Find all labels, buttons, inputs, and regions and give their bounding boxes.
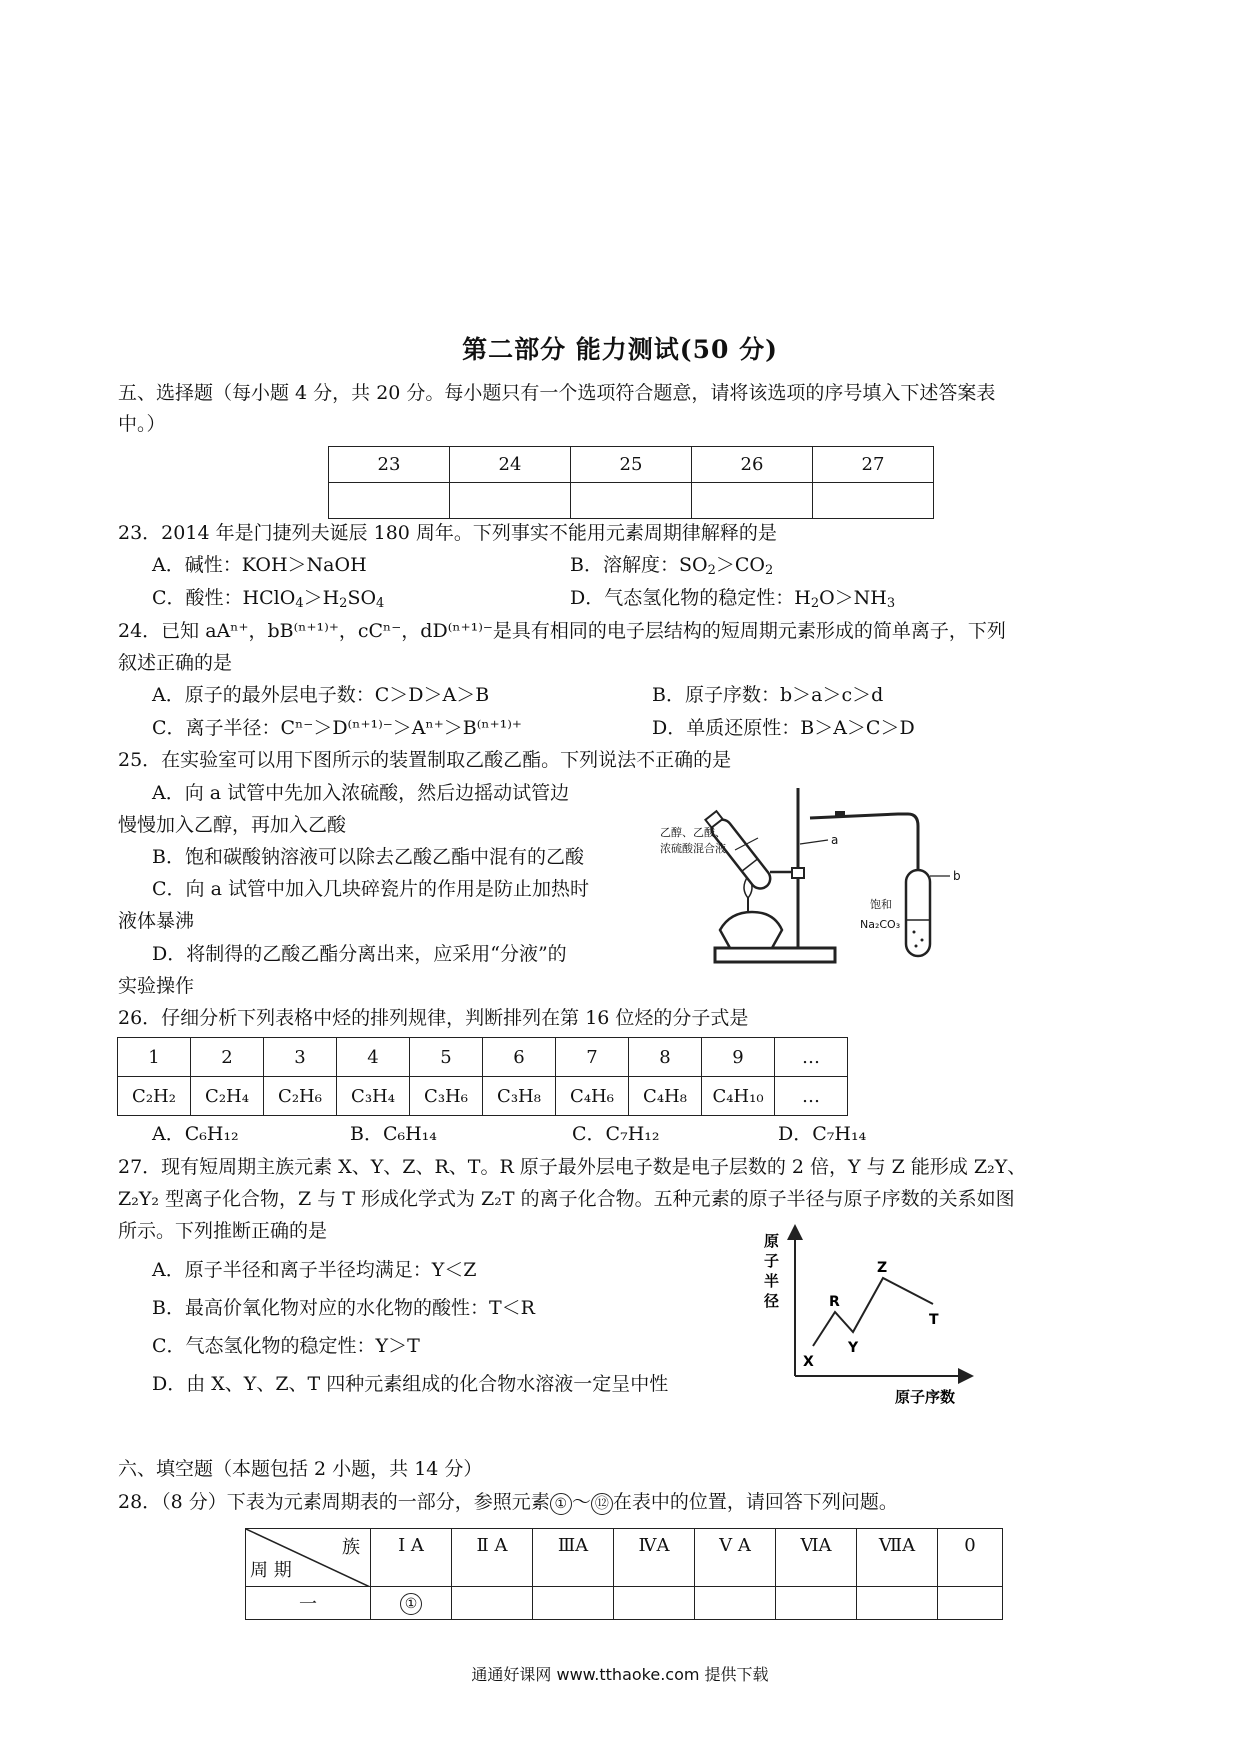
q24-ions: aAⁿ⁺，bB⁽ⁿ⁺¹⁾⁺，cCⁿ⁻，dD⁽ⁿ⁺¹⁾⁻ [205,620,493,642]
q24-option-c: C．离子半径：Cⁿ⁻＞D⁽ⁿ⁺¹⁾⁻＞Aⁿ⁺＞B⁽ⁿ⁺¹⁾⁺ [152,717,522,739]
q23-option-a: A．碱性：KOH＞NaOH [152,554,367,576]
q27-line2: Z₂Y₂ 型离子化合物，Z 与 T 形成化学式为 Z₂T 的离子化合物。五种元素的原子半径与原子序数的关系如图 [118,1188,1015,1210]
q26-option-c: C．C₇H₁₂ [572,1123,660,1145]
answer-cell-26[interactable] [692,483,813,519]
position-cell: … [775,1038,848,1077]
formula-cell: … [775,1077,848,1116]
answer-table [328,446,934,519]
radius-graph [755,1220,995,1410]
q25-option-d-line2: 实验操作 [118,975,195,997]
ester-apparatus-figure [660,780,1000,970]
formula-cell: C₂H₄ [191,1077,264,1116]
element-cell [938,1587,1003,1620]
group-header: 0 [938,1529,1003,1587]
formula-cell: C₃H₆ [410,1077,483,1116]
label-mixture-line2: 浓硫酸混合液 [660,842,726,855]
q27-line1: 27．现有短周期主族元素 X、Y、Z、R、T。R 原子最外层电子数是电子层数的 2 倍，Y 与 Z 能形成 Z₂Y、 [118,1156,1027,1178]
label-tube-b: b [953,869,961,883]
group-header: ⅢA [533,1529,614,1587]
position-cell: 8 [629,1038,702,1077]
q25-option-d-line1: D．将制得的乙酸乙酯分离出来，应采用“分液”的 [152,943,567,965]
group-header: Ⅱ A [452,1529,533,1587]
q24-option-a: A．原子的最外层电子数：C＞D＞A＞B [152,684,490,706]
label-mixture-line1: 乙醇、乙酸、 [660,826,726,839]
point-x: X [803,1354,814,1370]
q25-option-a-line2: 慢慢加入乙醇，再加入乙酸 [118,814,347,836]
formula-cell: C₃H₄ [337,1077,410,1116]
corner-period-label: 周 期 [250,1560,292,1581]
q26-stem: 26．仔细分析下列表格中烃的排列规律，判断排列在第 16 位烃的分子式是 [118,1007,749,1029]
point-r: R [829,1294,840,1310]
answer-header-26: 26 [692,447,813,483]
q23-option-c: C．酸性：$HClO_4>H_2SO_4$ [152,587,385,611]
point-t: T [929,1312,939,1328]
position-cell: 7 [556,1038,629,1077]
answer-header-27: 27 [813,447,934,483]
page-title: 第二部分 能力测试(50 分) [462,335,778,364]
q27-option-d: D．由 X、Y、Z、T 四种元素组成的化合物水溶液一定呈中性 [152,1373,669,1395]
label-tube-a: a [831,833,839,847]
group-header: Ⅴ A [695,1529,776,1587]
x-axis-label: 原子序数 [895,1388,956,1406]
position-cell: 6 [483,1038,556,1077]
formula-cell: C₄H₆ [556,1077,629,1116]
answer-header-23: 23 [329,447,450,483]
periodic-table-fragment [245,1528,1003,1620]
q23-option-d: D．气态氢化物的稳定性：$H_2O>NH_3$ [570,587,896,611]
section5-heading-line1: 五、选择题（每小题 4 分，共 20 分。每小题只有一个选项符合题意，请将该选项的序号填入下述答案表 [118,382,996,404]
position-cell: 3 [264,1038,337,1077]
group-header: Ⅰ A [371,1529,452,1587]
element-cell [776,1587,857,1620]
q26-option-d: D．C₇H₁₄ [778,1123,867,1145]
q26-option-a: A．C₆H₁₂ [152,1123,239,1145]
element-cell [533,1587,614,1620]
footer-text: 通通好课网 www.tthaoke.com 提供下载 [471,1665,769,1684]
element-cell [614,1587,695,1620]
table-corner [246,1529,371,1587]
label-na2co3: Na₂CO₃ [860,918,901,931]
q25-option-a-line1: A．向 a 试管中先加入浓硫酸，然后边摇动试管边 [152,782,570,804]
q24-stem-line2: 叙述正确的是 [118,652,233,674]
answer-cell-25[interactable] [571,483,692,519]
group-header: ⅥA [776,1529,857,1587]
answer-cell-24[interactable] [450,483,571,519]
formula-cell: C₃H₈ [483,1077,556,1116]
answer-header-25: 25 [571,447,692,483]
q25-option-b: B．饱和碳酸钠溶液可以除去乙酸乙酯中混有的乙酸 [152,846,584,868]
position-cell: 5 [410,1038,483,1077]
q27-option-c: C．气态氢化物的稳定性：Y＞T [152,1335,420,1357]
position-cell: 4 [337,1038,410,1077]
period-label: 一 [246,1587,371,1620]
q28-stem: 28．（8 分）下表为元素周期表的一部分，参照元素 ① ～ ⑫ 在表中的位置，请回答下列问题。 [118,1491,898,1513]
group-header: ⅣA [614,1529,695,1587]
point-z: Z [877,1260,888,1276]
answer-header-24: 24 [450,447,571,483]
q27-line3: 所示。下列推断正确的是 [118,1220,328,1242]
q25-option-c-line2: 液体暴沸 [118,910,195,932]
circled-12-icon: ⑫ [591,1493,613,1515]
formula-cell: C₂H₆ [264,1077,337,1116]
circled-1-icon: ① [550,1493,572,1515]
q23-option-b: B．溶解度：$SO_2>CO_2$ [570,554,774,578]
position-cell: 9 [702,1038,775,1077]
position-cell: 1 [118,1038,191,1077]
answer-cell-27[interactable] [813,483,934,519]
y-axis-label-2: 子 [764,1252,780,1270]
q24-option-d: D．单质还原性：B＞A＞C＞D [652,717,915,739]
corner-group-label: 族 [342,1537,360,1558]
y-axis-label-3: 半 [764,1272,780,1290]
formula-cell: C₂H₂ [118,1077,191,1116]
q26-option-b: B．C₆H₁₄ [350,1123,437,1145]
label-saturated: 饱和 [870,898,892,911]
point-y: Y [848,1340,859,1356]
hydrocarbon-table [117,1037,848,1116]
element-cell [452,1587,533,1620]
y-axis-label-4: 径 [764,1292,780,1310]
position-cell: 2 [191,1038,264,1077]
formula-cell: C₄H₁₀ [702,1077,775,1116]
q27-option-b: B．最高价氧化物对应的水化物的酸性：T＜R [152,1297,535,1319]
q24-stem: 24．已知 aAⁿ⁺，bB⁽ⁿ⁺¹⁾⁺，cCⁿ⁻，dD⁽ⁿ⁺¹⁾⁻是具有相同的电子层结构的短周期元素形成的简单离子，下列 [118,620,1006,642]
group-header: ⅦA [857,1529,938,1587]
q23-stem: 23．2014 年是门捷列夫诞辰 180 周年。下列事实不能用元素周期律解释的是 [118,522,777,544]
element-cell [695,1587,776,1620]
formula-cell: C₄H₈ [629,1077,702,1116]
element-cell [371,1587,452,1620]
answer-cell-23[interactable] [329,483,450,519]
q24-option-b: B．原子序数：b＞a＞c＞d [652,684,884,706]
q25-stem: 25．在实验室可以用下图所示的装置制取乙酸乙酯。下列说法不正确的是 [118,749,732,771]
q27-option-a: A．原子半径和离子半径均满足：Y＜Z [152,1259,477,1281]
circled-1-icon: ① [400,1593,422,1615]
section6-heading: 六、填空题（本题包括 2 小题，共 14 分） [118,1458,483,1480]
y-axis-label-1: 原 [764,1232,780,1250]
element-cell [857,1587,938,1620]
q25-option-c-line1: C．向 a 试管中加入几块碎瓷片的作用是防止加热时 [152,878,589,900]
section5-heading-line2: 中。） [118,413,166,435]
